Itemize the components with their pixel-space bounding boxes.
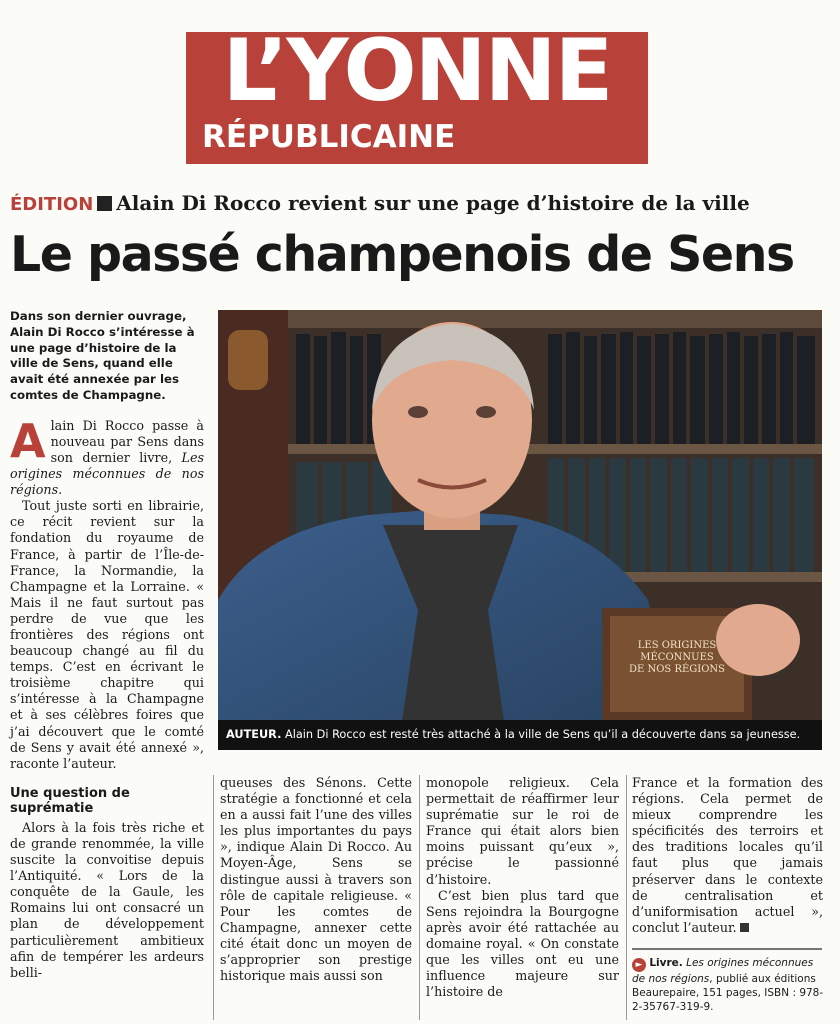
rubric-line [10,190,750,218]
paragraph-col4-text: France et la formation des régions. Cela permet de mieux comprendre les spécificités des terroirs et des traditions locales qu’il faut plus que jamais préserver dans le contexte de centralisation et d’uniformisation actuel », conclut l’auteur. [632,775,823,935]
book-info-label: Livre. [649,957,683,969]
paragraph-1-text: lain Di Rocco passe à nouveau par Sens dans son dernier livre, [50,417,204,465]
article-column-1 [10,309,204,981]
paragraph-2: Tout juste sorti en librairie, ce récit revient sur la fondation du royaume de France, à partir de l’Île-de-France, la Normandie, la Champagne et la Lorraine. « Mais il ne faut surtout pas perdre de vue que les frontières des régions ont beaucoup changé au fil du temps. C’est en écrivant le troisième chapitre qui s’intéresse à la Champagne et à ses célèbres foires que j’ai découvert que le comté de Sens y avait été annexé », raconte l’auteur. [10,498,204,771]
author-photo [218,310,822,750]
photo-caption [218,720,822,750]
masthead-subtitle: RÉPUBLICAINE [202,119,456,155]
book-info-box [632,956,824,1014]
square-bullet-icon [97,196,112,211]
paragraph-3: Alors à la fois très riche et de grande renommée, la ville suscite la convoitise depuis l’Antiquité. « Lors de la conquête de la Gaule, les Romains lui ont consacré un plan de développement particulièrement ambitieux afin de tempérer les ardeurs belli- [10,819,204,980]
section-label: ÉDITION [10,194,94,215]
caption-text: Alain Di Rocco est resté très attaché à la ville de Sens qu’il a découverte dans sa jeunesse. [284,728,801,741]
paragraph-col4 [632,775,823,936]
masthead-logo [186,21,648,164]
column-divider [213,775,214,1020]
column-divider [626,775,627,1020]
arrow-right-icon: ► [632,958,646,972]
book-info-details: , publié aux éditions Beaurepaire, 151 pages, ISBN : 978-2-35767-319-9. [632,973,824,1013]
book-title-inline: Les origines méconnues de nos régions. [10,449,204,498]
drop-cap: A [10,413,46,468]
headline: Le passé champenois de Sens [10,226,794,283]
end-mark-icon [740,923,749,932]
article-column-3 [426,775,619,1000]
paragraph-col3-a: monopole religieux. Cela permettait de réaffirmer leur suprématie sur le roi de France qui était alors bien moins puissant qu’eux », précise le passionné d’histoire. [426,775,619,887]
paragraph-1 [10,413,204,498]
standfirst: Dans son dernier ouvrage, Alain Di Rocco s’intéresse à une page d’histoire de la ville de Sens, quand elle avait été annexée par les comtes de Champagne. [10,309,195,402]
book-info-title: Les origines méconnues de nos régions [632,957,814,985]
caption-label: AUTEUR. [226,728,282,741]
masthead-title: L’YONNE [222,21,612,121]
book-cover-title: LES ORIGINES MÉCONNUES DE NOS RÉGIONS [628,640,726,675]
intertitle: Une question de suprématie [10,785,130,816]
paragraph-col2: queuses des Sénons. Cette stratégie a fonctionné et cela en a aussi fait l’une des villes les plus importantes du pays », indique Alain Di Rocco. Au Moyen-Âge, Sens se distingue aussi à travers son rôle de capitale religieuse. « Pour les comtes de Champagne, annexer cette cité était donc un moyen de s’approprier son prestige historique mais aussi son [220,775,412,984]
info-box-rule [632,948,822,950]
photo-illustration [218,310,822,750]
paragraph-col3-b: C’est bien plus tard que Sens rejoindra la Bourgogne après avoir été rattachée au domaine royal. « On constate que les villes ont eu une influence majeure sur l’histoire de [426,887,619,1000]
column-divider [419,775,420,1020]
article-column-2 [220,775,412,984]
kicker: Alain Di Rocco revient sur une page d’histoire de la ville [116,191,750,215]
article-column-4 [632,775,823,936]
